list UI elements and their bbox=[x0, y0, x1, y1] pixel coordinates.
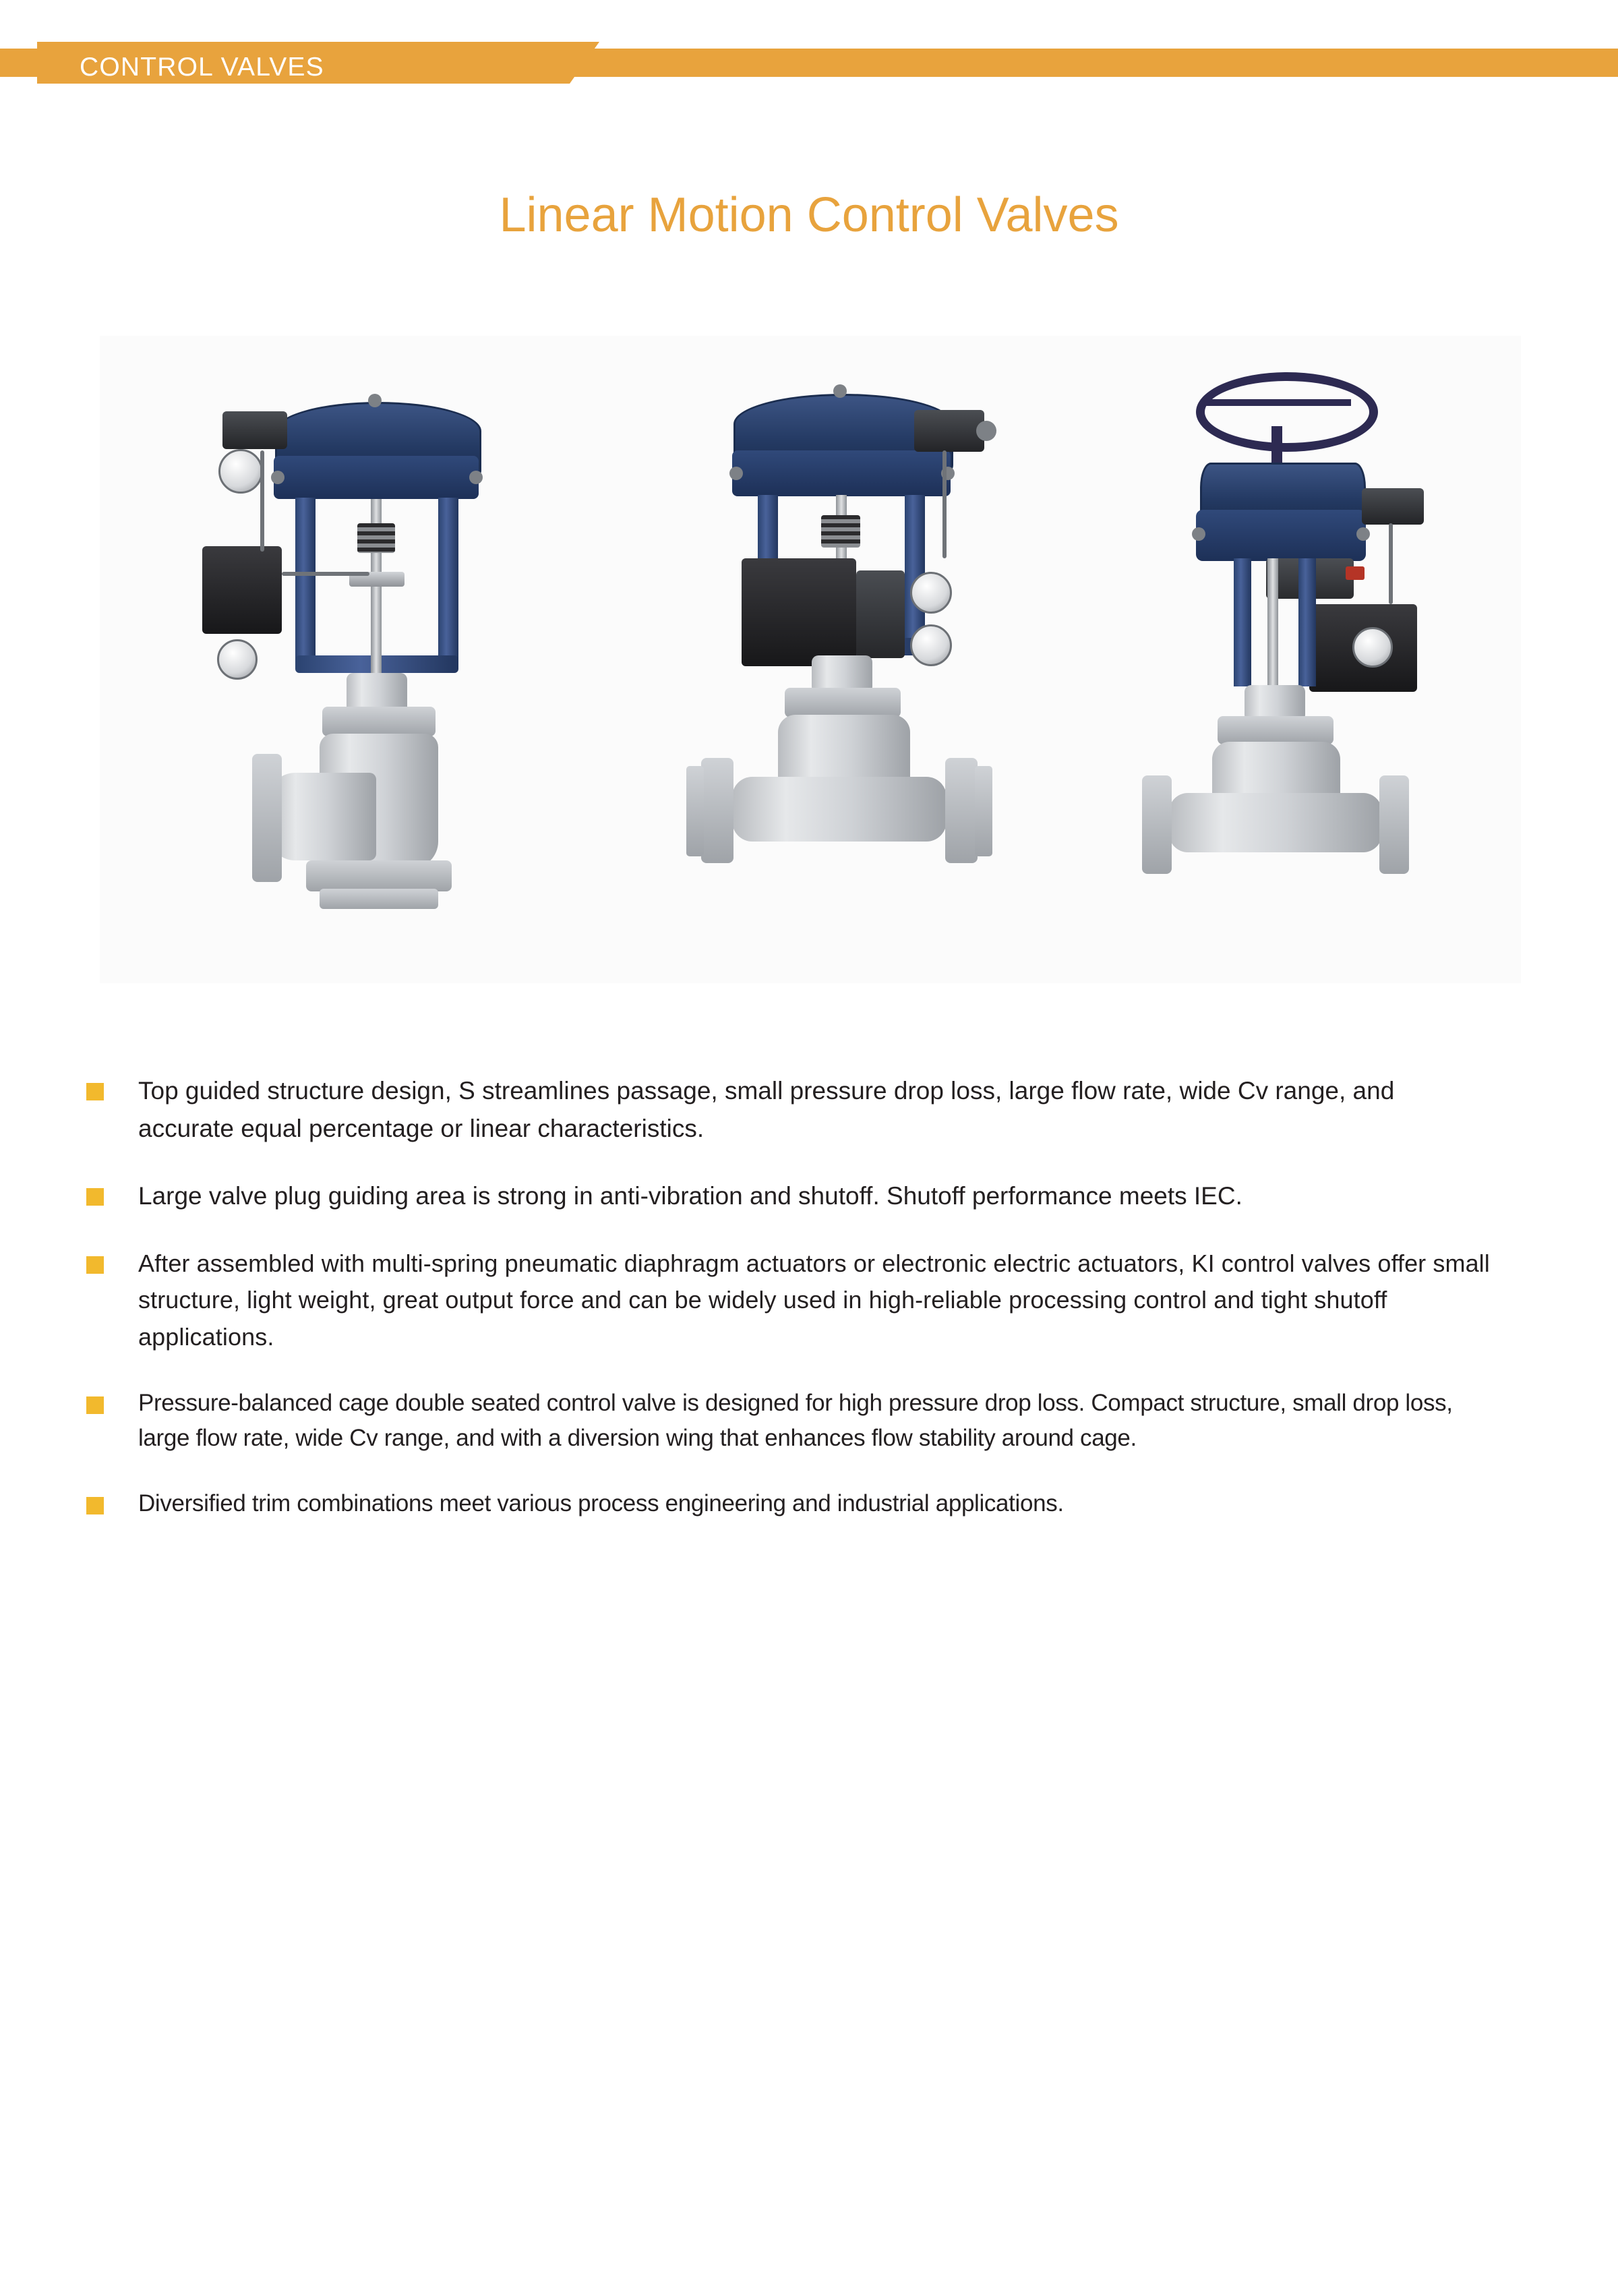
list-item-text: Top guided structure design, S streamlines passage, small pressure drop loss, large flow rate, wide Cv range, and accurate equal percentage or linear characteristics. bbox=[138, 1077, 1395, 1143]
list-item bbox=[0, 1486, 1618, 1522]
product-photo-panel bbox=[100, 336, 1521, 983]
valve-image-globe-body-electric bbox=[1138, 356, 1462, 963]
list-item bbox=[0, 1072, 1618, 1148]
valve-image-globe-body-pneumatic bbox=[659, 356, 1010, 963]
bullet-square-icon bbox=[86, 1497, 104, 1514]
list-item bbox=[0, 1386, 1618, 1456]
list-item-text: Diversified trim combinations meet various process engineering and industrial applications. bbox=[138, 1490, 1064, 1517]
bullet-square-icon bbox=[86, 1188, 104, 1206]
bullet-square-icon bbox=[86, 1256, 104, 1274]
list-item-text: Pressure-balanced cage double seated control valve is designed for high pressure drop loss. Compact structure, small drop loss, large flow rate, wide Cv range, and with a diversion wing that enhances flow stability around cage. bbox=[138, 1389, 1453, 1452]
list-item bbox=[0, 1245, 1618, 1356]
list-item bbox=[0, 1177, 1618, 1215]
page-title: Linear Motion Control Valves bbox=[499, 188, 1119, 242]
bullet-square-icon bbox=[86, 1396, 104, 1414]
list-item-text: After assembled with multi-spring pneumatic diaphragm actuators or electronic electric actuators, KI control valves offer small structure, light weight, great output force and can be widely used in high-reliable processing control and tight shutoff applications. bbox=[138, 1249, 1490, 1351]
bullet-square-icon bbox=[86, 1083, 104, 1100]
list-item-text: Large valve plug guiding area is strong in anti-vibration and shutoff. Shutoff performance meets IEC. bbox=[138, 1182, 1242, 1210]
valve-image-angle-body bbox=[187, 370, 504, 963]
header-category-label: CONTROL VALVES bbox=[80, 53, 324, 82]
feature-bullet-list bbox=[0, 1072, 1618, 1551]
